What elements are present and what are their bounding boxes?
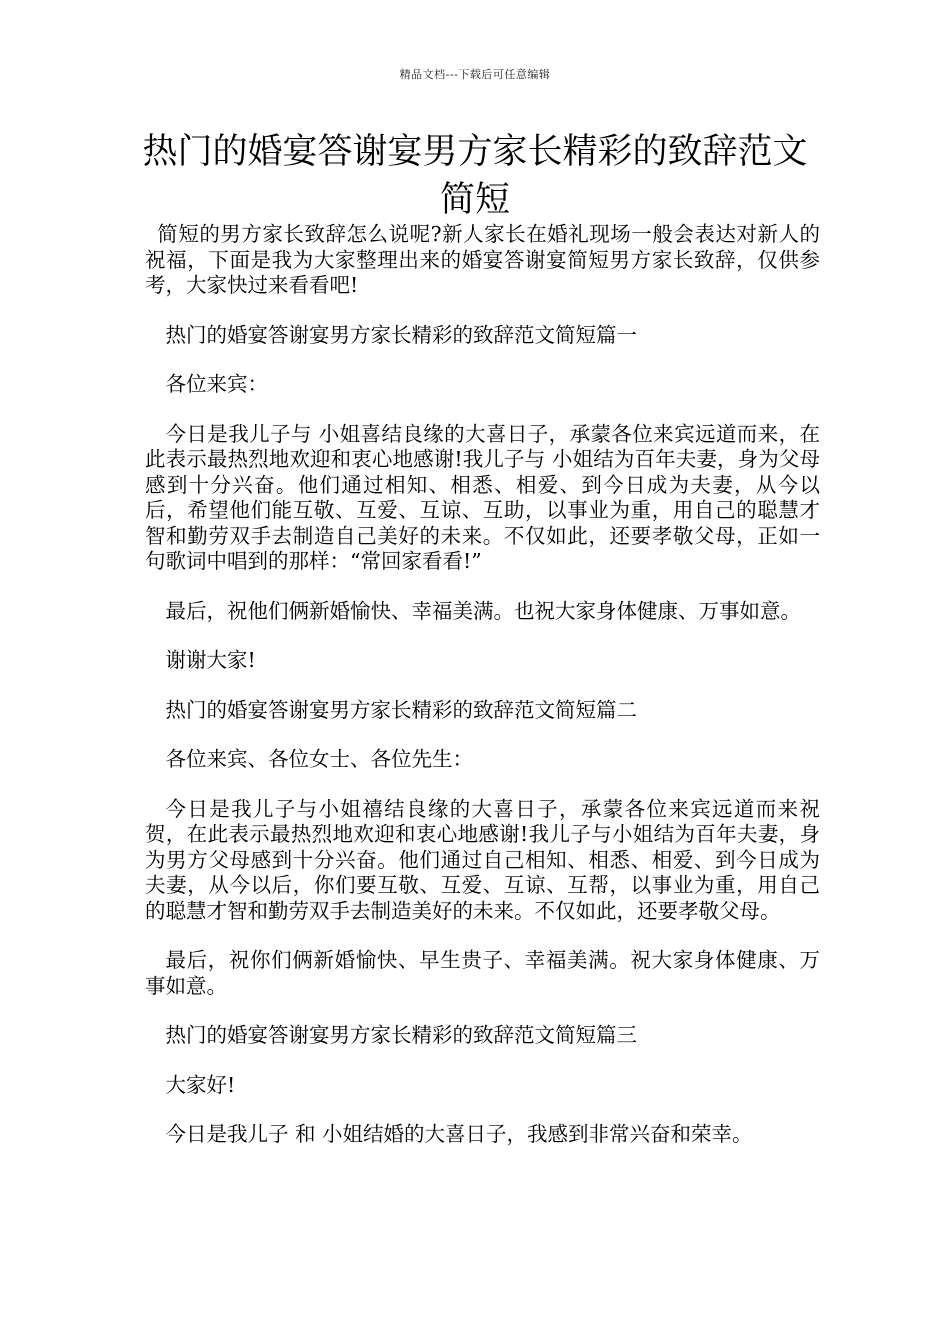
section-3-body: 今日是我儿子 和 小姐结婚的大喜日子，我感到非常兴奋和荣幸。 bbox=[165, 1122, 753, 1146]
section-1-greeting: 各位来宾： bbox=[165, 372, 268, 396]
intro-paragraph: 简短的男方家长致辞怎么说呢?新人家长在婚礼现场一般会表达对新人的祝福，下面是我为大家整理出来的婚宴答谢宴简短男方家长致辞，仅供参考，大家快过来看看吧! bbox=[145, 222, 820, 297]
section-2-wish: 最后，祝你们俩新婚愉快、早生贵子、幸福美满。祝大家身体健康、万事如意。 bbox=[145, 948, 820, 998]
section-2-greeting: 各位来宾、各位女士、各位先生： bbox=[165, 747, 473, 771]
header-note: 精品文档---下载后可任意编辑 bbox=[399, 68, 551, 81]
section-3-greeting: 大家好! bbox=[165, 1072, 236, 1097]
section-heading-3: 热门的婚宴答谢宴男方家长精彩的致辞范文简短篇三 bbox=[165, 1023, 637, 1047]
section-1-body: 今日是我儿子与 小姐喜结良缘的大喜日子，承蒙各位来宾远道而来，在此表示最热烈地欢迎和衷心地感谢!我儿子与 小姐结为百年夫妻，身为父母感到十分兴奋。他们通过相知、相悉、相爱、到今日成为夫妻，从今以后，希望他们能互敬、互爱、互谅、互助，以事业为重，用自己的聪慧才智和勤劳双手去制造自己美好的未来。不仅如此，还要孝敬父母，正如一句歌词中唱到的那样：“常回家看看!” bbox=[145, 421, 820, 573]
section-1-thanks: 谢谢大家! bbox=[165, 648, 256, 672]
section-2-body: 今日是我儿子与小姐禧结良缘的大喜日子，承蒙各位来宾远道而来祝贺，在此表示最热烈地欢迎和衷心地感谢!我儿子与小姐结为百年夫妻，身为男方父母感到十分兴奋。他们通过自己相知、相悉、相爱、到今日成为夫妻，从今以后，你们要互敬、互爱、互谅、互帮，以事业为重，用自己的聪慧才智和勤劳双手去制造美好的未来。不仅如此，还要孝敬父母。 bbox=[145, 796, 820, 923]
section-heading-1: 热门的婚宴答谢宴男方家长精彩的致辞范文简短篇一 bbox=[165, 322, 637, 347]
document-body bbox=[145, 222, 820, 1172]
document-title: 热门的婚宴答谢宴男方家长精彩的致辞范文简短 bbox=[142, 132, 808, 220]
section-heading-2: 热门的婚宴答谢宴男方家长精彩的致辞范文简短篇二 bbox=[165, 697, 637, 722]
section-1-wish: 最后，祝他们俩新婚愉快、幸福美满。也祝大家身体健康、万事如意。 bbox=[165, 598, 801, 623]
